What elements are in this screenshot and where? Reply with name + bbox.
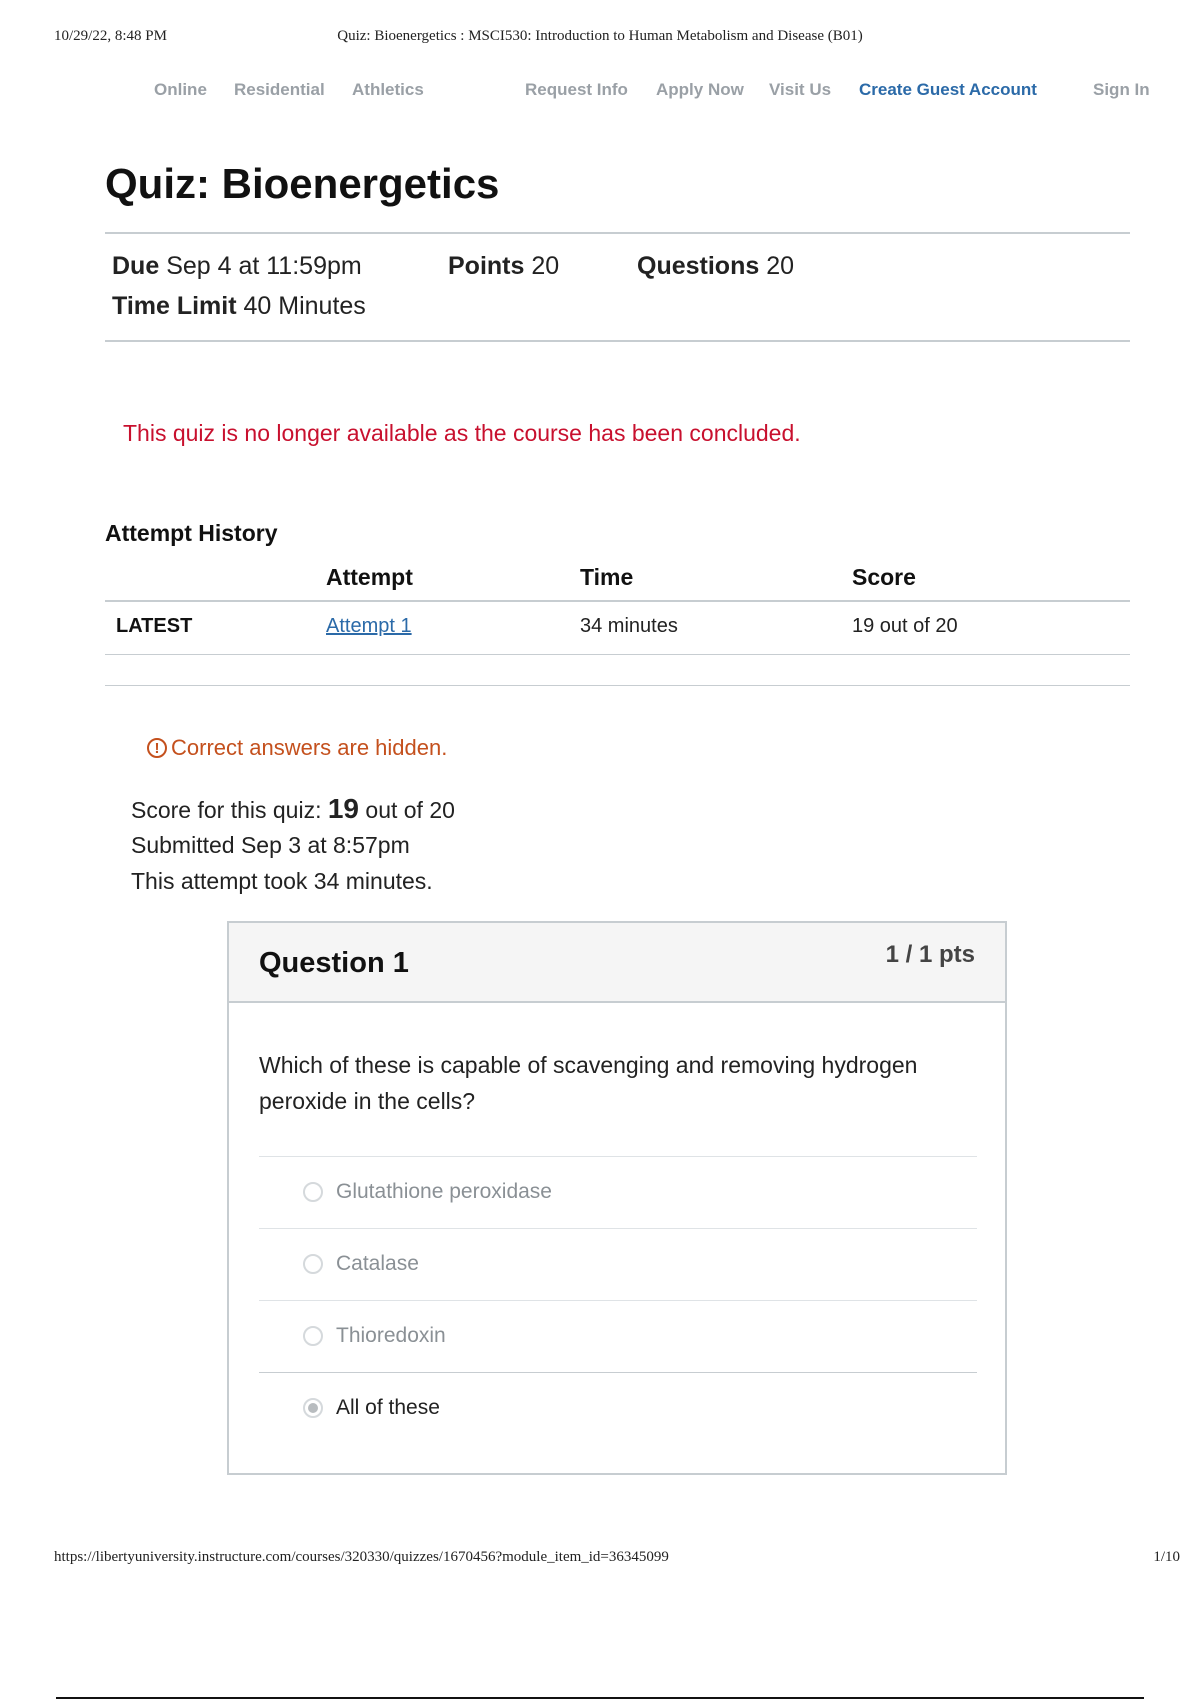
nav-visit-us[interactable]: Visit Us	[769, 80, 832, 99]
print-page-title: Quiz: Bioenergetics : MSCI530: Introduction to Human Metabolism and Disease (B01)	[337, 28, 863, 44]
attempt-link[interactable]: Attempt 1	[326, 615, 412, 637]
questions-label: Questions	[637, 252, 760, 280]
time-limit-value: 40 Minutes	[243, 292, 366, 320]
question-text: Which of these is capable of scavenging and removing hydrogen peroxide in the cells?	[259, 1052, 918, 1114]
due-value: Sep 4 at 11:59pm	[166, 252, 362, 280]
quiz-unavailable-notice: This quiz is no longer available as the course has been concluded.	[123, 420, 801, 446]
table-divider	[105, 600, 1130, 602]
quiz-score	[131, 793, 455, 825]
answer-label: Glutathione peroxidase	[336, 1180, 552, 1203]
page-number: 1/10	[1153, 1549, 1180, 1565]
nav-request-info[interactable]: Request Info	[525, 80, 628, 99]
answer-option[interactable]	[259, 1156, 977, 1228]
answers-hidden-text: Correct answers are hidden.	[171, 735, 448, 760]
answer-label: Catalase	[336, 1252, 419, 1275]
table-divider	[105, 654, 1130, 655]
divider	[105, 685, 1130, 686]
nav-online[interactable]: Online	[154, 80, 207, 99]
attempt-score: 19 out of 20	[852, 615, 958, 637]
due-label: Due	[112, 252, 160, 280]
score-value: 19	[327, 793, 360, 824]
radio-button-selected[interactable]	[303, 1398, 323, 1418]
questions-value: 20	[766, 252, 795, 280]
print-date: 10/29/22, 8:48 PM	[54, 28, 167, 44]
attempt-time: 34 minutes	[580, 615, 678, 637]
time-limit-info	[112, 292, 366, 321]
answer-option[interactable]	[259, 1228, 977, 1300]
radio-button[interactable]	[303, 1254, 323, 1274]
page-bottom-rule	[56, 1697, 1144, 1699]
answer-label: Thioredoxin	[336, 1324, 446, 1347]
column-header-attempt: Attempt	[326, 564, 413, 590]
questions-info	[637, 252, 794, 281]
points-info	[448, 252, 559, 281]
answer-option-selected[interactable]	[259, 1372, 977, 1444]
latest-tag: LATEST	[116, 615, 193, 637]
divider	[105, 232, 1130, 234]
nav-residential[interactable]: Residential	[234, 80, 325, 99]
time-limit-label: Time Limit	[112, 292, 237, 320]
score-suffix: out of 20	[365, 797, 455, 823]
answer-option[interactable]	[259, 1300, 977, 1372]
due-info	[112, 252, 362, 281]
radio-button[interactable]	[303, 1326, 323, 1346]
radio-button[interactable]	[303, 1182, 323, 1202]
nav-athletics[interactable]: Athletics	[352, 80, 424, 99]
attempt-duration-text: This attempt took 34 minutes.	[131, 868, 433, 894]
question-header	[229, 923, 1005, 1003]
question-card	[227, 921, 1007, 1475]
nav-create-guest-account[interactable]: Create Guest Account	[859, 80, 1037, 99]
attempt-history-title: Attempt History	[105, 520, 278, 546]
points-value: 20	[531, 252, 560, 280]
question-title: Question 1	[259, 947, 409, 979]
points-label: Points	[448, 252, 525, 280]
answers-hidden-note	[147, 735, 447, 761]
divider	[105, 340, 1130, 342]
submitted-text: Submitted Sep 3 at 8:57pm	[131, 832, 410, 858]
page-title: Quiz: Bioenergetics	[105, 160, 500, 207]
column-header-time: Time	[580, 564, 634, 590]
question-points: 1 / 1 pts	[885, 941, 975, 968]
warning-icon: !	[147, 738, 167, 758]
nav-sign-in[interactable]: Sign In	[1093, 80, 1150, 99]
nav-apply-now[interactable]: Apply Now	[656, 80, 744, 99]
score-prefix: Score for this quiz:	[131, 797, 322, 823]
print-url: https://libertyuniversity.instructure.com/courses/320330/quizzes/1670456?module_item_id=36345099	[54, 1549, 669, 1565]
answer-label: All of these	[336, 1396, 440, 1419]
column-header-score: Score	[852, 564, 916, 590]
